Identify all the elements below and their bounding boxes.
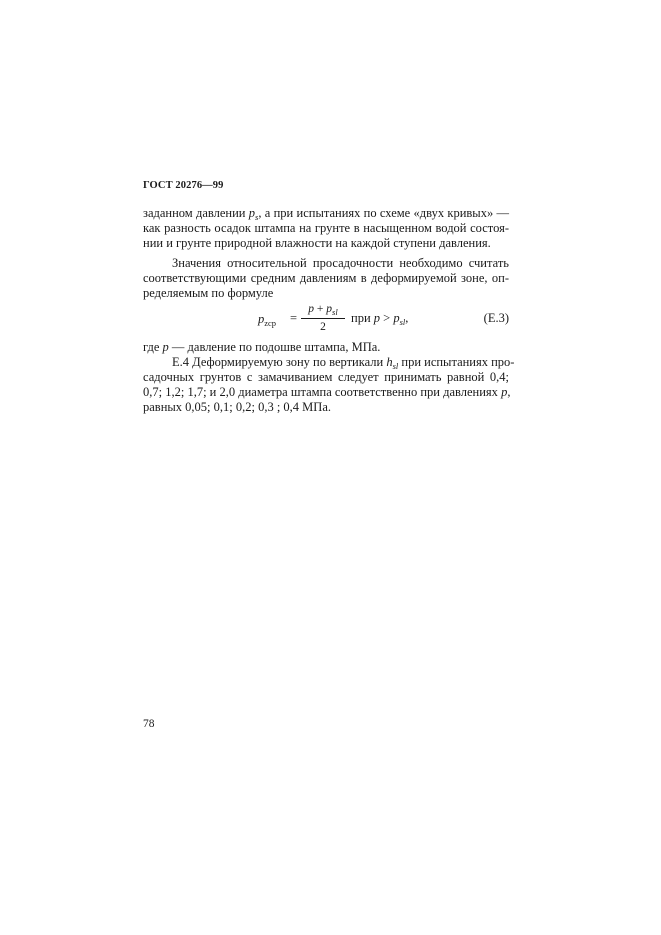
formula-fraction	[301, 303, 345, 334]
formula-equals: =	[290, 311, 298, 325]
text-line: нии и грунте природной влажности на каждой ступени давления.	[143, 236, 491, 250]
text-line: где p — давление по подошве штампа, МПа.	[143, 340, 381, 354]
text-line: как разность осадок штампа на грунте в насыщенном водой состоя-	[143, 221, 509, 235]
text-line: Значения относительной просадочности необходимо считать	[172, 256, 509, 270]
formula-number: (Е.3)	[483, 311, 509, 325]
paragraph-where	[143, 340, 509, 355]
paragraph-relative-subsidence	[143, 256, 509, 301]
text-line: садочных грунтов с замачиванием следует принимать равной 0,4;	[143, 370, 509, 384]
text-line: заданном давлении $p_s$, а при испытаниях по схеме «двух кривых» —	[143, 206, 509, 222]
text-line: равных 0,05; 0,1; 0,2; 0,3 ; 0,4 МПа.	[143, 400, 331, 414]
formula-numerator: $p + p_{sl}$	[308, 303, 338, 317]
formula-condition: при $p > p_{sl}$,	[351, 311, 409, 327]
formula-lhs: $p_{zср}$	[258, 312, 277, 328]
page-number: 78	[143, 718, 155, 730]
paragraph-continuation	[143, 206, 509, 251]
text-line: 0,7; 1,2; 1,7; и 2,0 диаметра штампа соответственно при давлениях p,	[143, 385, 511, 399]
paragraph-e4	[143, 355, 515, 415]
fraction-bar	[301, 318, 345, 319]
text-line: ределяемым по формуле	[143, 286, 274, 300]
text-line: соответствующими средним давлениям в деформируемой зоне, оп-	[143, 271, 509, 285]
standard-header: ГОСТ 20276—99	[143, 180, 224, 191]
text-line: Е.4 Деформируемую зону по вертикали $h_{sl}$ при испытаниях про-	[172, 355, 515, 371]
formula-e3	[143, 303, 509, 339]
formula-denominator: 2	[320, 321, 326, 333]
